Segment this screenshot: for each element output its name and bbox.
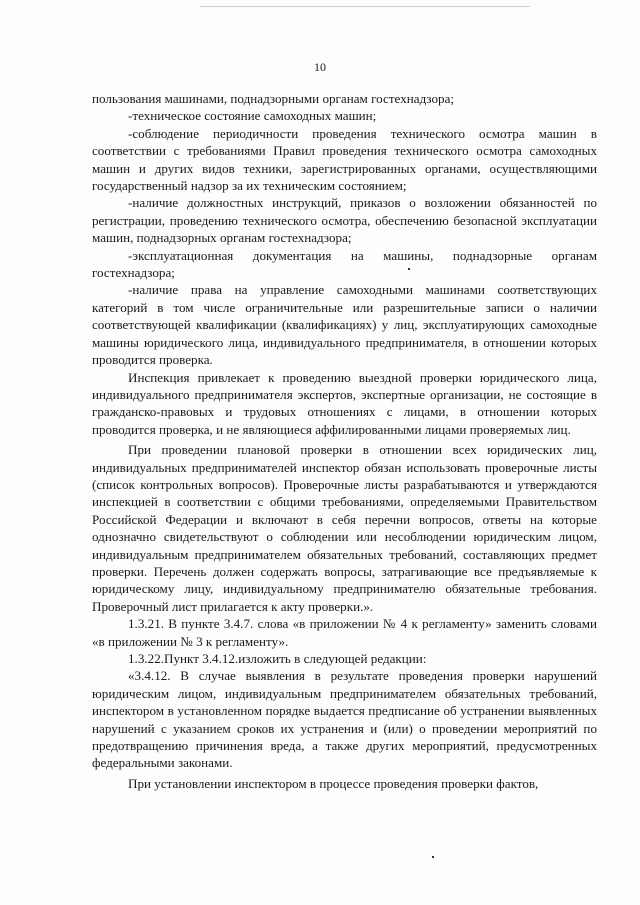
paragraph: -наличие права на управление самоходными машинами соответствующих категорий в том числе ограничительные или разрешительные записи о наличии соответствующей квалификации (квалификациях) у лиц, эксплуатирующих самоходные машины юридического лица, индивидуального предпринимателя, в отношении которых проводится проверка. bbox=[92, 282, 597, 368]
paragraph: -техническое состояние самоходных машин; bbox=[128, 108, 377, 124]
scan-top-edge-line bbox=[200, 6, 530, 7]
document-body bbox=[92, 90, 597, 792]
page-number: 10 bbox=[314, 60, 326, 74]
paragraph: При установлении инспектором в процессе проведения проверки фактов, bbox=[128, 775, 539, 791]
paragraph: пользования машинами, поднадзорными органам гостехнадзора; bbox=[92, 91, 455, 106]
paragraph: 1.3.21. В пункте 3.4.7. слова «в приложении № 4 к регламенту» заменить словами «в приложении № 3 к регламенту». bbox=[92, 616, 597, 649]
paragraph: 1.3.22.Пункт 3.4.12.изложить в следующей редакции: bbox=[128, 651, 427, 666]
paragraph: Инспекция привлекает к проведению выездной проверки юридического лица, индивидуального предпринимателя экспертов, экспертные организации, не состоящие в гражданско-правовых и трудовых отношениях с лицами, в отношении которых проводится проверка, и не являющиеся аффилированными лицами проверяемых лиц. bbox=[92, 369, 597, 437]
paragraph: -соблюдение периодичности проведения технического осмотра машин в соответствии с требованиями Правил проведения технического осмотра самоходных машин и других видов техники, зарегистрированных органами, осуществляющими государственный надзор за их техническим состоянием; bbox=[92, 125, 597, 194]
scan-speck bbox=[408, 268, 410, 270]
paragraph: -наличие должностных инструкций, приказов о возложении обязанностей по регистрации, проведению технического осмотра, обеспечению безопасной эксплуатации машин, поднадзорных органам гостехнадзора; bbox=[92, 195, 597, 246]
paragraph: При проведении плановой проверки в отношении всех юридических лиц, индивидуальных предпринимателей инспектор обязан использовать проверочные листы (список контрольных вопросов). Проверочные листы разрабатываются и утверждаются инспекцией в соответствии с общими требованиями, определяемыми Правительством Российской Федерации и включают в себя перечни вопросов, ответы на которые однозначно свидетельствуют о соблюдении или несоблюдении юридическим лицом, индивидуальным предпринимателем обязательных требований, составляющих предмет проверки. Перечень должен содержать вопросы, затрагивающие все предъявляемые к юридическому лицу, индивидуальному предпринимателю обязательные требования. Проверочный лист прилагается к акту проверки.». bbox=[92, 442, 597, 614]
paragraph: -эксплуатационная документация на машины, поднадзорные органам гостехнадзора; bbox=[92, 247, 597, 281]
scan-speck bbox=[432, 856, 434, 858]
paragraph: «3.4.12. В случае выявления в результате проведения проверки нарушений юридическим лицом, индивидуальным предпринимателем обязательных требований, инспектором в установленном порядке выдается предписание об устранении выявленных нарушений с указанием сроков их устранения и (или) о проведении мероприятий по предотвращению причинения вреда, а также других мероприятий, предусмотренных федеральными законами. bbox=[92, 668, 597, 771]
